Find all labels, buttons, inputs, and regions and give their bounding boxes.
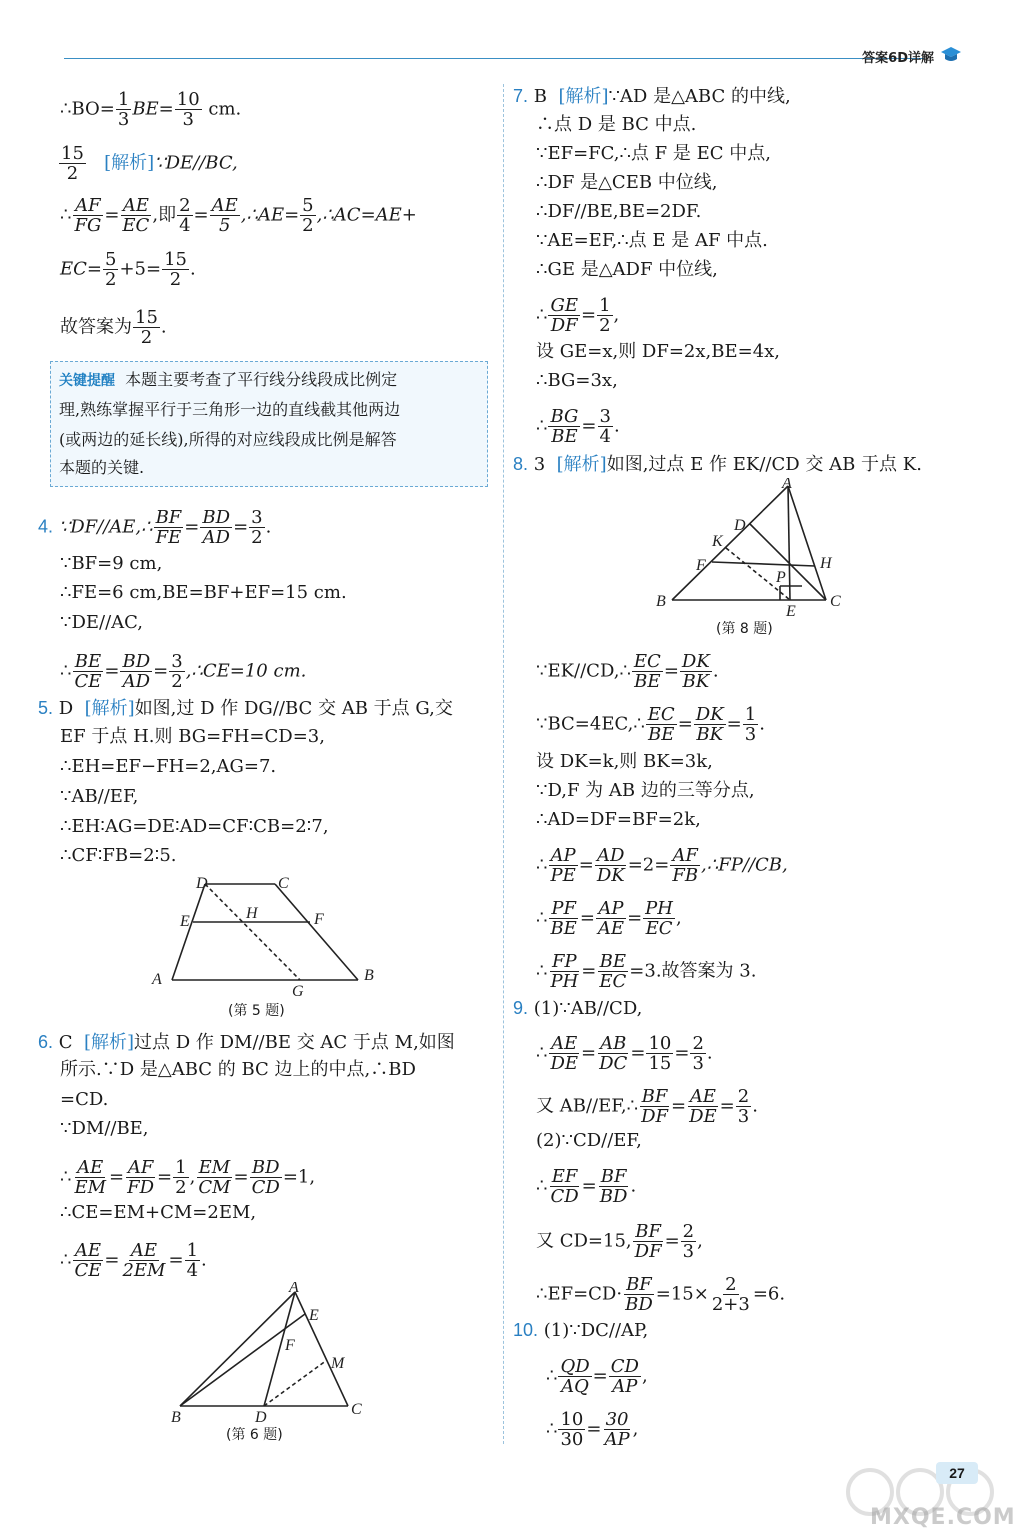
q8-line-2: ∵EK//CD,∴ $\frac{EC}{BE}$ = $\frac{DK}{BK}$ . [536, 651, 719, 692]
fig6-label: D [255, 1409, 267, 1422]
fig6-label: M [331, 1355, 345, 1372]
q7-line-4: ∴DF 是△CEB 中位线, [536, 172, 718, 193]
q6-line-1: 6. C [解析]过点 D 作 DM//BE 交 AC 于点 M,如图 [38, 1032, 455, 1053]
figure-6 [165, 1282, 365, 1422]
q7-line-11: ∴ $\frac{BG}{BE}$ = $\frac{3}{4}$ . [536, 406, 620, 447]
q7-line-1: 7. B [解析]∵AD 是△ABC 的中线, [513, 86, 791, 107]
q7-line-7: ∴GE 是△ADF 中位线, [536, 259, 718, 280]
q4-line-4: ∵DE//AC, [60, 612, 144, 633]
q6-line-2: 所示.∵D 是△ABC 的 BC 边上的中点,∴BD [60, 1059, 416, 1080]
q9-line-5: ∴ $\frac{EF}{CD}$ = $\frac{BF}{BD}$ . [536, 1166, 637, 1207]
left-line-3: ∴ $\frac{AF}{FG}$ = $\frac{AE}{EC}$ ,即 $\frac{2}{4}$ = $\frac{AE}{5}$ ,∴AE= $\frac{5}{2}$ ,∴AC=AE+ [60, 195, 417, 236]
q4-line-5: ∴ $\frac{BE}{CE}$ = $\frac{BD}{AD}$ = $\frac{3}{2}$ ,∴CE=10 cm. [60, 651, 307, 692]
fig5-label: A [152, 971, 162, 988]
q5-line-2: EF 于点 H.则 BG=FH=CD=3, [60, 726, 325, 747]
q5-line-4: ∵AB//EF, [60, 786, 139, 807]
header-title: 答案6D详解 [862, 51, 934, 66]
fig8-label: A [782, 478, 792, 492]
q7-line-9: 设 GE=x,则 DF=2x,BE=4x, [536, 341, 781, 362]
column-divider [503, 84, 504, 1444]
fig8-label: C [830, 593, 841, 610]
page-number: 27 [936, 1462, 978, 1484]
analysis-tag: [解析] [104, 152, 155, 174]
q6-line-5: ∴ $\frac{AE}{EM}$ = $\frac{AF}{FD}$ = $\frac{1}{2}$ , $\frac{EM}{CM}$ = $\frac{BD}{CD}$ =1, [60, 1157, 316, 1198]
q4-line-1: 4. ∵DF//AE,∴ $\frac{BF}{FE}$ = $\frac{BD}{AD}$ = $\frac{3}{2}$ . [38, 507, 272, 548]
fig5-label: H [246, 905, 258, 922]
q8-line-4: 设 DK=k,则 BK=3k, [536, 751, 713, 772]
fig8-label: F [696, 557, 706, 574]
fig6-label: A [289, 1282, 299, 1296]
q10-line-3: ∴ $\frac{10}{30}$ = $\frac{30}{AP}$ , [546, 1409, 639, 1450]
q8-line-3: ∵BC=4EC,∴ $\frac{EC}{BE}$ = $\frac{DK}{BK}$ = $\frac{1}{3}$ . [536, 704, 765, 745]
fig5-label: B [364, 967, 374, 984]
figure-8 [650, 478, 860, 618]
q10-line-2: ∴ $\frac{QD}{AQ}$ = $\frac{CD}{AP}$ , [546, 1356, 648, 1397]
figure-5 [150, 872, 390, 1002]
q7-line-3: ∵EF=FC,∴点 F 是 EC 中点, [536, 143, 771, 164]
q6-line-6: ∴CE=EM+CM=2EM, [60, 1202, 257, 1223]
header-rule [64, 58, 924, 59]
q7-line-5: ∴DF//BE,BE=2DF. [536, 201, 702, 222]
q7-line-10: ∴BG=3x, [536, 370, 618, 391]
watermark-text: MXQE.COM [870, 1505, 1016, 1530]
q9-line-3: 又 AB//EF,∴ $\frac{BF}{DF}$ = $\frac{AE}{DE}$ = $\frac{2}{3}$ . [536, 1086, 758, 1127]
fig8-label: P [776, 569, 786, 586]
q6-line-3: =CD. [60, 1089, 109, 1110]
fig5-label: E [180, 913, 190, 930]
q4-line-2: ∵BF=9 cm, [60, 553, 163, 574]
fig6-label: B [171, 1409, 181, 1422]
q7-line-6: ∵AE=EF,∴点 E 是 AF 中点. [536, 230, 768, 251]
fig8-label: D [734, 517, 746, 534]
q3-answer-line: $\frac{15}{2}$ [解析]∵DE//BC, [61, 143, 238, 184]
q9-line-1: 9. (1)∵AB//CD, [513, 998, 643, 1019]
fig5-label: D [196, 875, 208, 892]
fig8-label: E [786, 603, 796, 618]
q6-line-4: ∵DM//BE, [60, 1118, 149, 1139]
q9-line-6: 又 CD=15, $\frac{BF}{DF}$ = $\frac{2}{3}$ , [536, 1221, 703, 1262]
left-line-1: ∴BO= $\frac{1}{3}$ BE= $\frac{10}{3}$ cm. [60, 89, 242, 130]
fig8-label: K [712, 533, 723, 550]
q5-line-3: ∴EH=EF−FH=2,AG=7. [60, 756, 277, 777]
q9-line-4: (2)∵CD//EF, [536, 1130, 642, 1151]
fig5-label: G [292, 983, 304, 1000]
q10-line-1: 10. (1)∵DC//AP, [513, 1320, 649, 1341]
left-line-4: EC= $\frac{5}{2}$ +5= $\frac{15}{2}$ . [60, 249, 196, 290]
fig6-label: F [285, 1337, 295, 1354]
q4-line-3: ∴FE=6 cm,BE=BF+EF=15 cm. [60, 582, 347, 603]
fig5-label: C [278, 875, 289, 892]
fig8-label: H [820, 555, 832, 572]
q8-line-7: ∴ $\frac{AP}{PE}$ = $\frac{AD}{DK}$ =2= $\frac{AF}{FB}$ ,∴FP//CB, [536, 845, 788, 886]
q5-line-1: 5. D [解析]如图,过 D 作 DG//BC 交 AB 于点 G,交 [38, 698, 453, 719]
fig8-caption: (第 8 题) [716, 621, 773, 637]
q8-line-8: ∴ $\frac{PF}{BE}$ = $\frac{AP}{AE}$ = $\frac{PH}{EC}$ , [536, 898, 682, 939]
q8-line-6: ∴AD=DF=BF=2k, [536, 809, 701, 830]
graduation-cap-icon [940, 46, 962, 64]
key-tip-box: 关键提醒 本题主要考查了平行线分线段成比例定 理,熟练掌握平行于三角形一边的直线截其他两边 (或两边的延长线),所得的对应线段成比例是解答 本题的关键. [50, 361, 488, 487]
fig5-caption: (第 5 题) [228, 1003, 285, 1019]
q5-line-5: ∴EH∶AG=DE∶AD=CF∶CB=2∶7, [60, 816, 329, 837]
q9-line-2: ∴ $\frac{AE}{DE}$ = $\frac{AB}{DC}$ = $\frac{10}{15}$ = $\frac{2}{3}$ . [536, 1033, 713, 1074]
fig6-label: C [351, 1401, 362, 1418]
key-tip-title: 关键提醒 [59, 373, 115, 389]
q6-line-7: ∴ $\frac{AE}{CE}$ = $\frac{AE}{2EM}$ = $\frac{1}{4}$ . [60, 1240, 207, 1281]
fig5-label: F [314, 911, 324, 928]
q7-line-8: ∴ $\frac{GE}{DF}$ = $\frac{1}{2}$ , [536, 295, 620, 336]
left-line-5: 故答案为 $\frac{15}{2}$ . [60, 307, 167, 348]
q8-line-1: 8. 3 [解析]如图,过点 E 作 EK//CD 交 AB 于点 K. [513, 454, 922, 475]
fig6-caption: (第 6 题) [226, 1427, 283, 1443]
q9-line-7: ∴EF=CD· $\frac{BF}{BD}$ =15× $\frac{2}{2+3}$ =6. [536, 1274, 786, 1315]
q8-line-9: ∴ $\frac{FP}{PH}$ = $\frac{BE}{EC}$ =3.故答案为 3. [536, 951, 757, 992]
fig8-label: B [656, 593, 666, 610]
q5-line-6: ∴CF∶FB=2∶5. [60, 845, 177, 866]
fig6-label: E [309, 1307, 319, 1324]
q8-line-5: ∵D,F 为 AB 边的三等分点, [536, 780, 755, 801]
q7-line-2: ∴点 D 是 BC 中点. [536, 114, 697, 135]
